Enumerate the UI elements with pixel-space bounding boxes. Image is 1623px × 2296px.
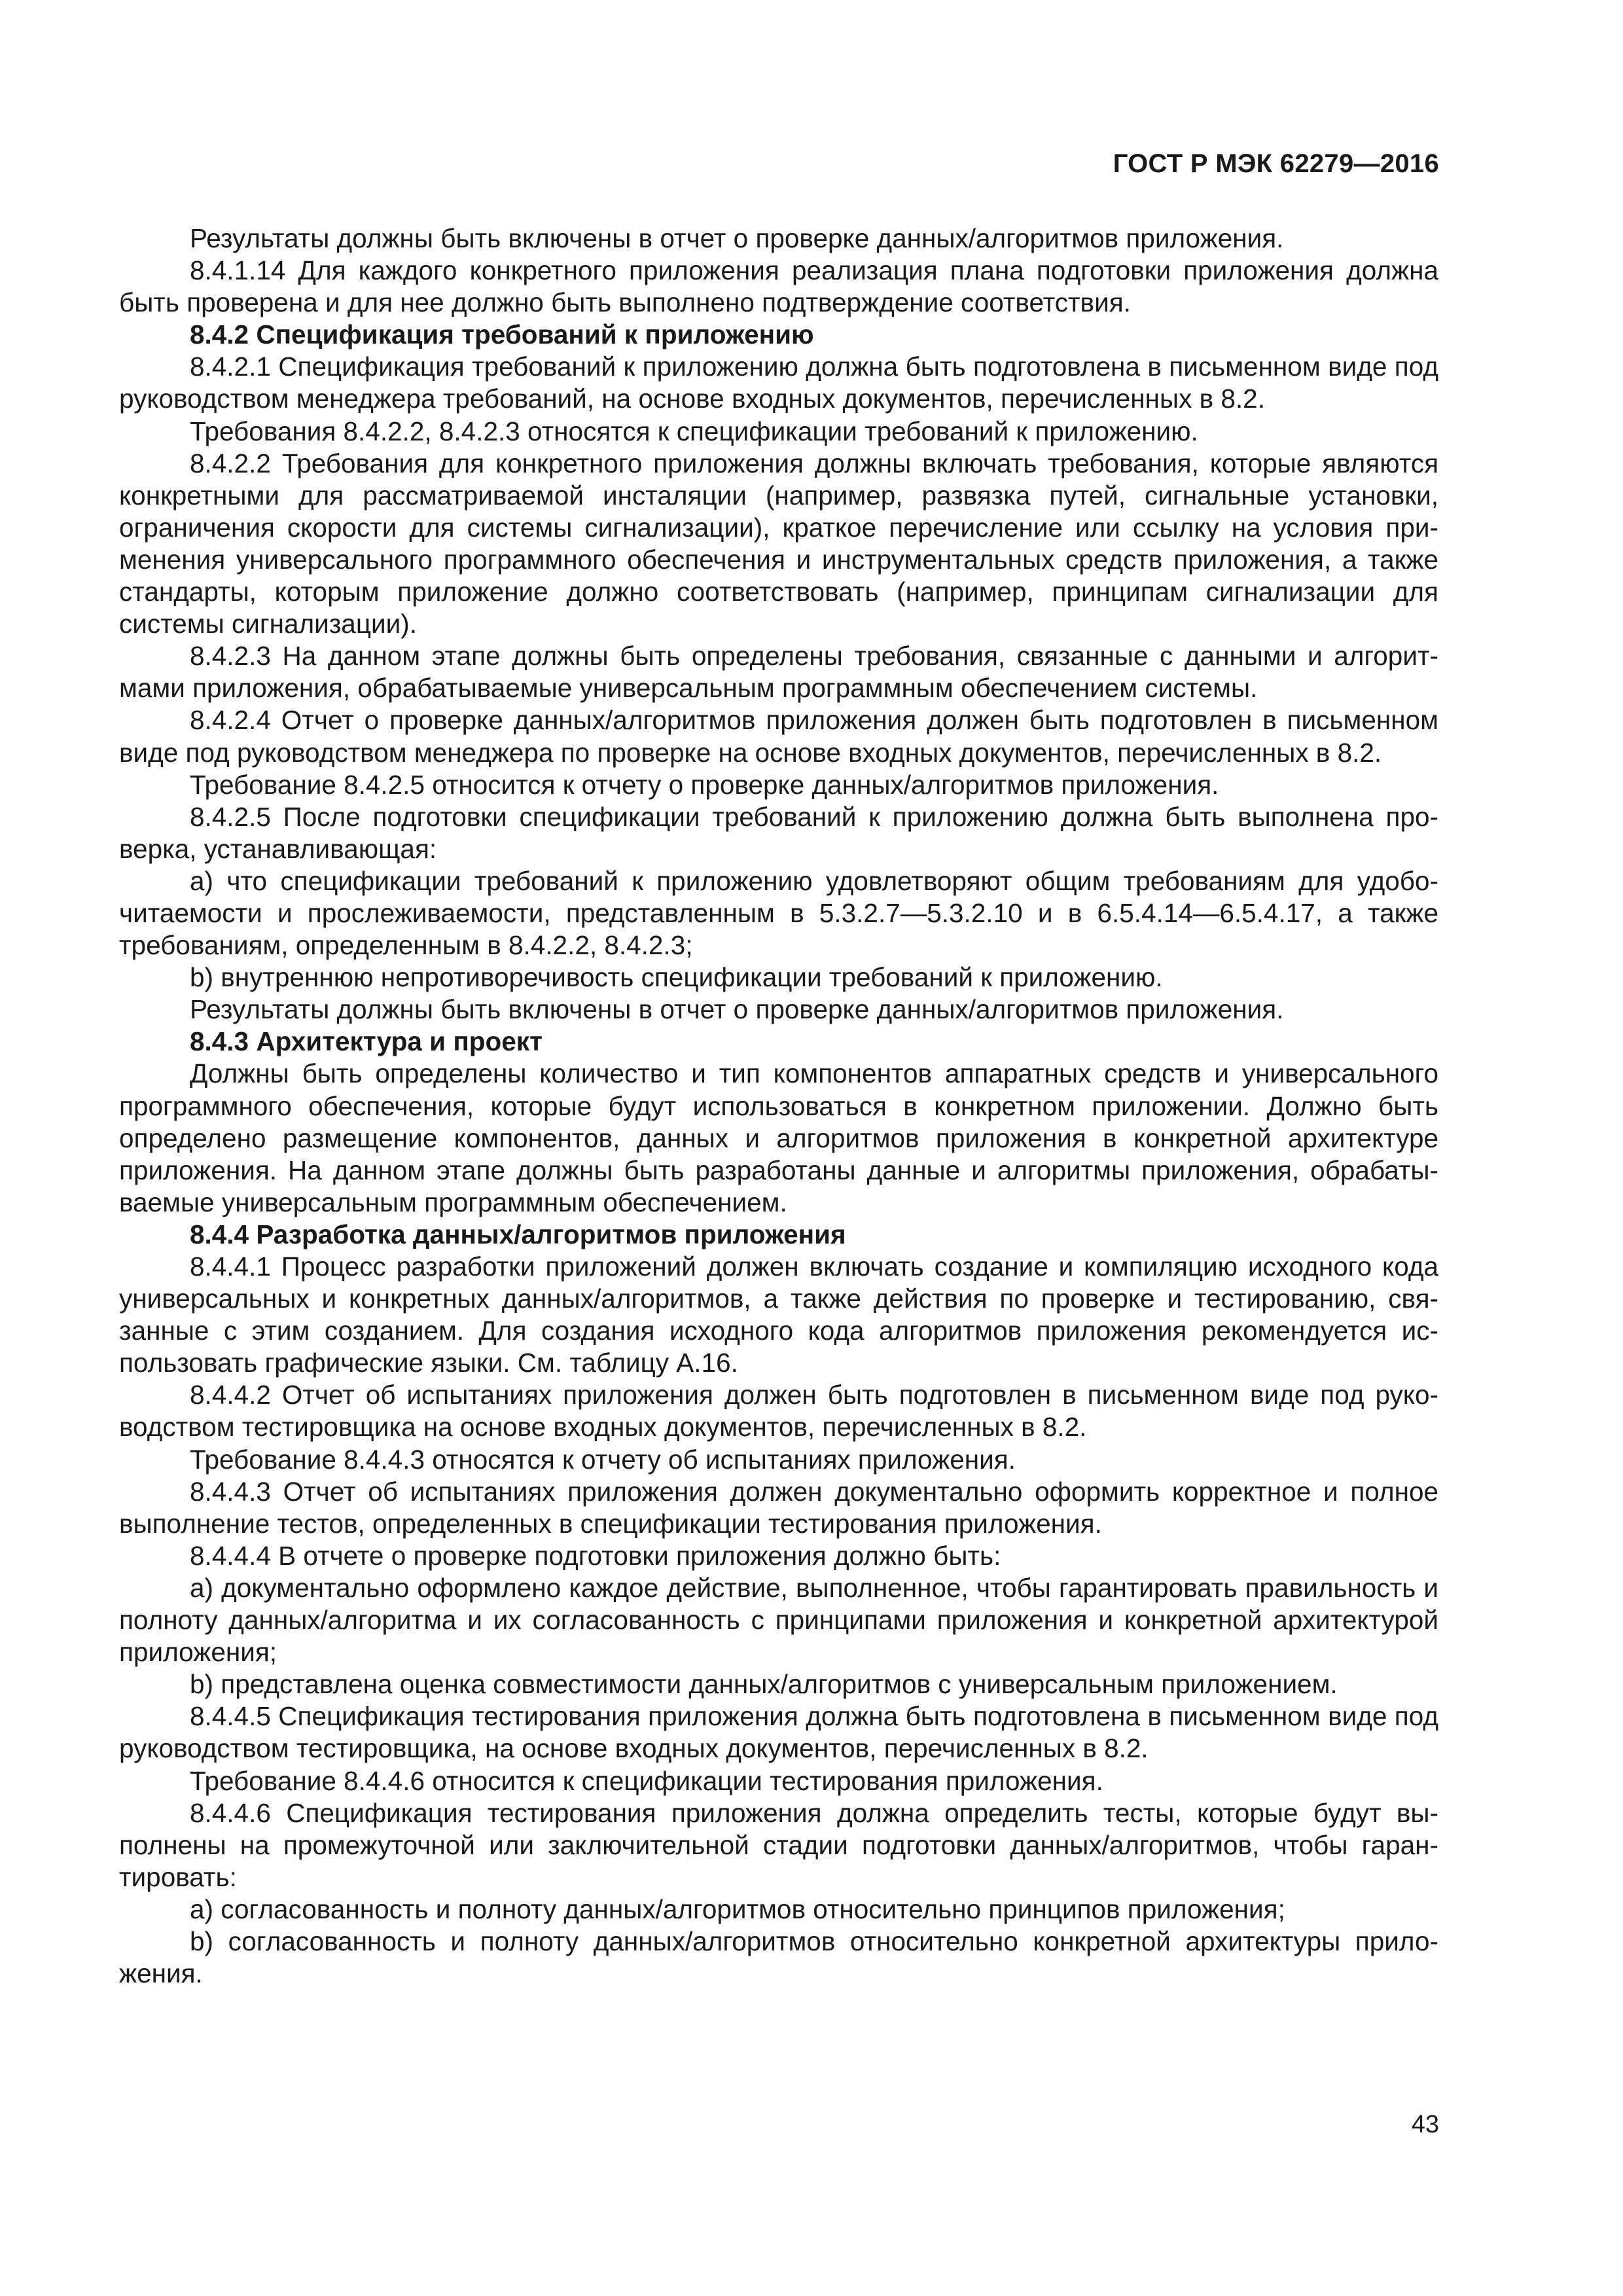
paragraph: 8.4.4.5 Спецификация тестирования приложения должна быть подготовлена в письменном виде под руководством тестировщика, на основе входных документов, перечисленных в 8.2. <box>119 1701 1438 1764</box>
paragraph: 8.4.2.4 Отчет о проверке данных/алгоритмов приложения должен быть подготовлен в письменном виде под руководством менеджера по проверке на основе входных документов, перечисленных в 8.2. <box>119 705 1438 768</box>
paragraph: Требование 8.4.2.5 относится к отчету о проверке данных/алгоритмов приложения. <box>190 769 1219 800</box>
paragraph: Требования 8.4.2.2, 8.4.2.3 относятся к спецификации требований к приложению. <box>190 416 1198 446</box>
paragraph: 8.4.2.2 Требования для конкретного приложения должны включать требования, которые являются конкретными для рассматриваемой инсталяции (например, развязка путей, сигнальные установки, ограничения скорости для системы сигнализации), краткое перечисление или ссылку на условия применения универсального программного обеспечения и инструментальных средств приложения, а также стандарты, которым приложение должно соответствовать (например, принципам сигнализации для системы сигнализации). <box>119 448 1438 639</box>
paragraph: 8.4.4.4 В отчете о проверке подготовки приложения должно быть: <box>190 1540 1001 1571</box>
paragraph: Требование 8.4.4.6 относится к спецификации тестирования приложения. <box>190 1765 1103 1796</box>
paragraph: 8.4.4.6 Спецификация тестирования приложения должна определить тесты, которые будут выполнены на промежуточной или заключительной стадии подготовки данных/алгоритмов, чтобы гарантировать: <box>119 1797 1438 1892</box>
paragraph: 8.4.4.3 Отчет об испытаниях приложения должен документально оформить корректное и полное выполнение тестов, определенных в спецификации тестирования приложения. <box>119 1476 1438 1539</box>
page-number: 43 <box>1411 2111 1439 2138</box>
paragraph: b) согласованность и полноту данных/алгоритмов относительно конкретной архитектуры приложения. <box>119 1926 1438 1989</box>
paragraph: Требование 8.4.4.3 относятся к отчету об испытаниях приложения. <box>190 1444 1016 1475</box>
section-heading: 8.4.2 Спецификация требований к приложению <box>190 319 814 350</box>
section-heading: 8.4.4 Разработка данных/алгоритмов приложения <box>190 1219 846 1249</box>
paragraph: a) согласованность и полноту данных/алгоритмов относительно принципов приложения; <box>190 1893 1285 1924</box>
paragraph: 8.4.2.1 Спецификация требований к приложению должна быть подготовлена в письменном виде под руководством менеджера требований, на основе входных документов, перечисленных в 8.2. <box>119 351 1438 414</box>
document-header-standard-id: ГОСТ Р МЭК 62279—2016 <box>1113 149 1439 178</box>
paragraph: 8.4.1.14 Для каждого конкретного приложения реализация плана подготовки приложения должна быть проверена и для нее должно быть выполнено подтверждение соответствия. <box>119 255 1438 318</box>
paragraph: 8.4.2.5 После подготовки спецификации требований к приложению должна быть выполнена проверка, устанавливающая: <box>119 801 1438 864</box>
paragraph: Должны быть определены количество и тип компонентов аппаратных средств и универсального программного обеспечения, которые будут использоваться в конкретном приложении. Должно быть определено размещение компонентов, данных и алгоритмов приложения в конкретной архитектуре приложения. На данном этапе должны быть разработаны данные и алгоритмы приложения, обрабатываемые универсальным программным обеспечением. <box>119 1058 1438 1217</box>
paragraph: b) внутреннюю непротиворечивость спецификации требований к приложению. <box>190 962 1163 993</box>
document-body <box>119 223 1438 1990</box>
paragraph: a) документально оформлено каждое действие, выполненное, чтобы гарантировать правильность и полноту данных/алгоритма и их согласованность с принципами приложения и конкретной архитектурой приложения; <box>119 1572 1438 1668</box>
paragraph: 8.4.4.2 Отчет об испытаниях приложения должен быть подготовлен в письменном виде под руководством тестировщика на основе входных документов, перечисленных в 8.2. <box>119 1380 1438 1443</box>
section-heading: 8.4.3 Архитектура и проект <box>190 1026 543 1057</box>
paragraph: Результаты должны быть включены в отчет о проверке данных/алгоритмов приложения. <box>190 223 1284 253</box>
paragraph: b) представлена оценка совместимости данных/алгоритмов с универсальным приложением. <box>190 1669 1338 1700</box>
paragraph: 8.4.2.3 На данном этапе должны быть определены требования, связанные с данными и алгоритмами приложения, обрабатываемые универсальным программным обеспечением системы. <box>119 641 1438 704</box>
paragraph: a) что спецификации требований к приложению удовлетворяют общим требованиям для удобочитаемости и прослеживаемости, представленным в 5.3.2.7—5.3.2.10 и в 6.5.4.14—6.5.4.17, а также требованиям, определенным в 8.4.2.2, 8.4.2.3; <box>119 865 1438 961</box>
paragraph: Результаты должны быть включены в отчет о проверке данных/алгоритмов приложения. <box>190 994 1284 1025</box>
paragraph: 8.4.4.1 Процесс разработки приложений должен включать создание и компиляцию исходного кода универсальных и конкретных данных/алгоритмов, а также действия по проверке и тестированию, связанные с этим созданием. Для создания исходного кода алгоритмов приложения рекомендуется использовать графические языки. См. таблицу А.16. <box>119 1251 1438 1378</box>
